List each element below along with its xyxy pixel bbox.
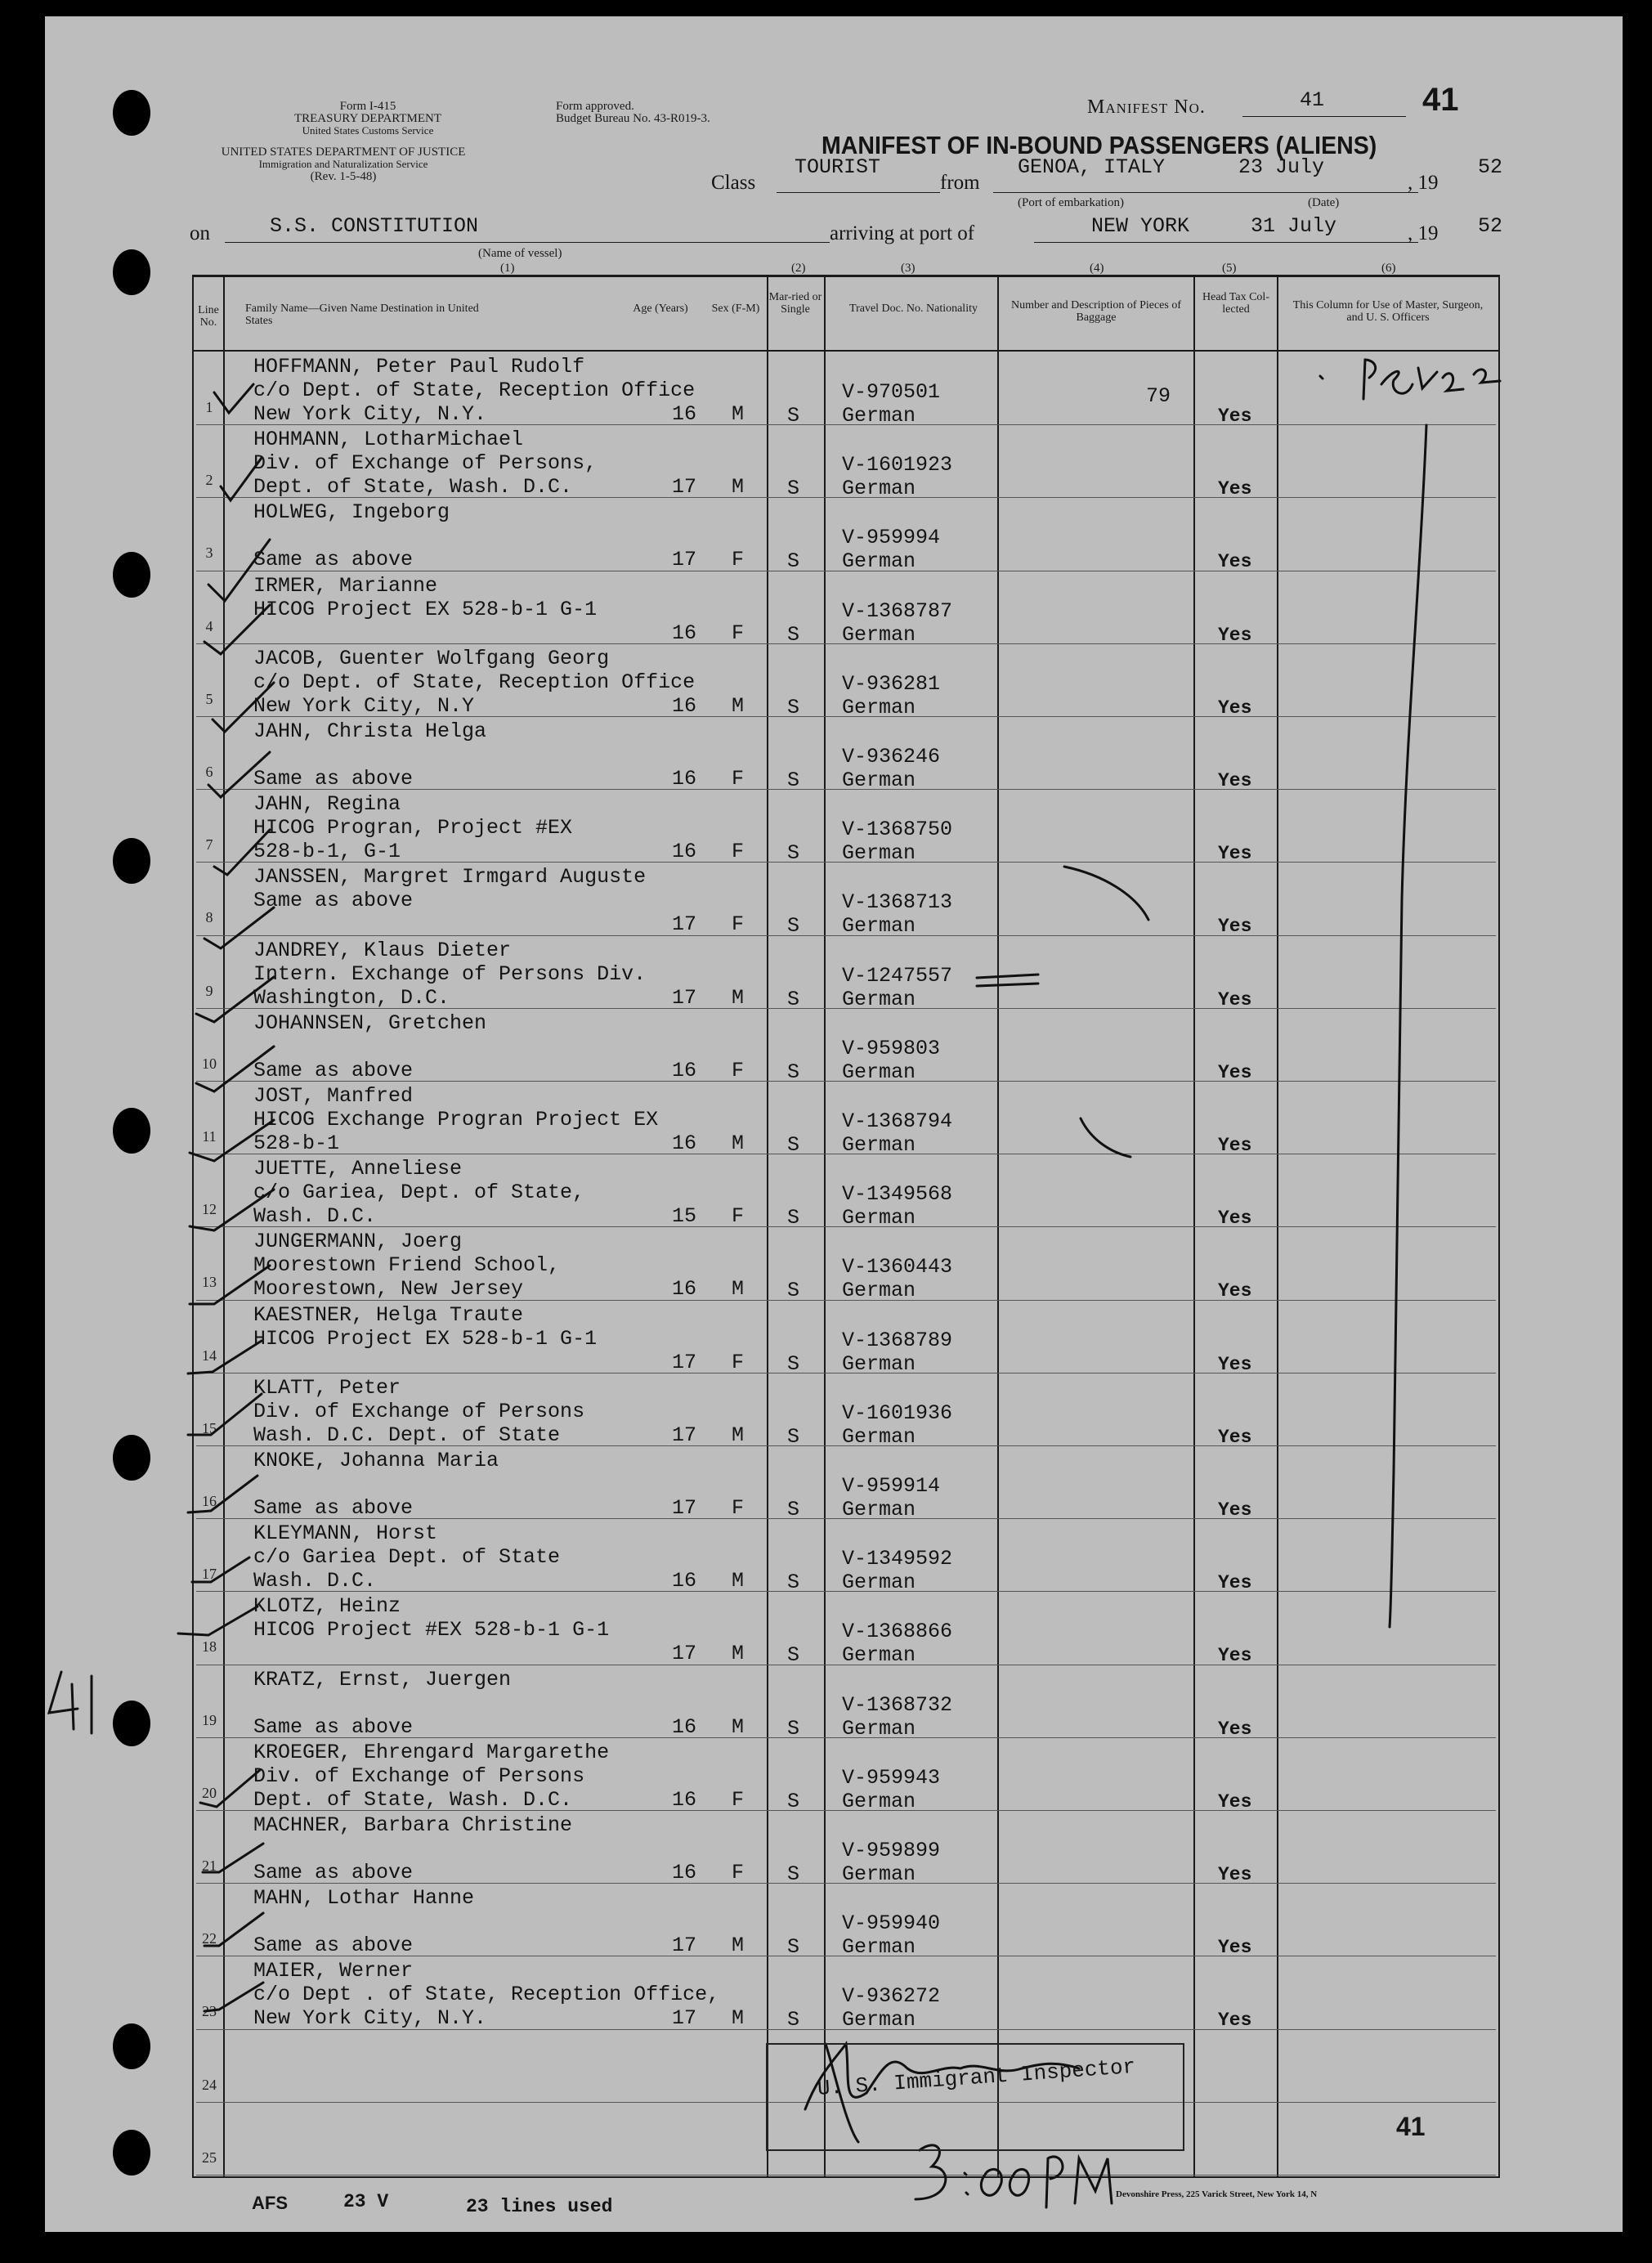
head-tax-collected: Yes (1218, 478, 1252, 500)
travel-doc-number: V-1368787 (842, 598, 953, 623)
passenger-text-line: Same as above (253, 767, 414, 791)
line-number: 15 (202, 1419, 217, 1436)
travel-doc-number: V-1368713 (842, 890, 953, 915)
passenger-text-line: c/o Dept. of State, Reception Office (253, 379, 696, 402)
marital-status: S (787, 1206, 800, 1230)
passenger-text-line: JOHANNSEN, Gretchen (253, 1011, 487, 1035)
header-travel-doc: Travel Doc. No. Nationality (849, 302, 978, 315)
passenger-text-line: Div. of Exchange of Persons (253, 1763, 585, 1788)
arrival-port: NEW YORK (1091, 214, 1190, 238)
sex-value: M (732, 1132, 745, 1155)
marital-status: S (787, 404, 800, 428)
passenger-text-line: c/o Dept . of State, Reception Office, (253, 1983, 720, 2007)
age-value: 16 (672, 1569, 697, 1593)
footer-lines-used: 23 lines used (466, 2196, 613, 2217)
sex-value: M (732, 1277, 745, 1302)
line-number: 1 (205, 399, 213, 415)
sex-value: M (732, 2006, 745, 2031)
nationality: German (842, 769, 916, 792)
passenger-text-line: Wash. D.C. (253, 1569, 377, 1593)
line-number: 18 (202, 1638, 217, 1656)
page-title: MANIFEST OF IN-BOUND PASSENGERS (ALIENS) (822, 131, 1377, 159)
sex-value: M (732, 1714, 745, 1739)
travel-doc-number: V-959940 (842, 1911, 941, 1936)
marital-status: S (787, 1571, 800, 1595)
footer-date: 23 V (343, 2191, 389, 2212)
head-tax-collected: Yes (1218, 1937, 1252, 1959)
col-num-6: (6) (1381, 262, 1396, 275)
sex-value: F (732, 1861, 745, 1884)
head-tax-collected: Yes (1218, 988, 1252, 1011)
passenger-text-line: Dept. of State, Wash. D.C. (253, 1787, 573, 1812)
travel-doc-number: V-936272 (842, 1984, 941, 2009)
passenger-text-line: HICOG Progran, Project #EX (253, 816, 573, 840)
sex-value: M (732, 985, 745, 1010)
header-head-tax: Head Tax Col-lected (1202, 291, 1269, 316)
nationality: German (842, 1351, 916, 1376)
passenger-text-line: JANDREY, Klaus Dieter (253, 938, 512, 962)
travel-doc-number: V-959899 (842, 1839, 941, 1862)
age-value: 17 (672, 548, 697, 572)
manifest-label: Manifest No. (1087, 96, 1206, 118)
nationality: German (842, 1060, 916, 1084)
inspector-stamp: U. S. Immigrant Inspector (816, 2054, 1137, 2101)
passenger-text-line: Moorestown Friend School, (253, 1253, 561, 1278)
nationality: German (842, 1279, 916, 1303)
passenger-text-line: KNOKE, Johanna Maria (253, 1449, 499, 1472)
passenger-text-line: MAHN, Lothar Hanne (253, 1886, 475, 1911)
passenger-text-line: JUNGERMANN, Joerg (253, 1230, 463, 1254)
passenger-text-line: New York City, N.Y. (253, 2006, 487, 2031)
header-officers: This Column for Use of Master, Surgeon, and U. S. Officers (1292, 299, 1484, 324)
head-tax-collected: Yes (1218, 1061, 1252, 1083)
travel-doc-number: V-1601936 (842, 1400, 953, 1425)
marital-status: S (787, 1935, 800, 1960)
treasury-dept: TREASURY DEPARTMENT (293, 112, 442, 125)
line-number: 11 (202, 1128, 217, 1145)
marital-status: S (787, 1716, 800, 1741)
on-label: on (190, 222, 210, 244)
form-number: Form I-415 (339, 100, 396, 113)
line-number: 12 (202, 1201, 217, 1218)
passenger-text-line: JAHN, Christa Helga (253, 719, 487, 743)
vessel-caption: (Name of vessel) (478, 247, 562, 260)
col-num-1: (1) (500, 262, 515, 275)
age-value: 16 (672, 621, 697, 645)
age-value: 17 (672, 1642, 697, 1666)
nationality: German (842, 1643, 916, 1668)
passenger-text-line: Same as above (253, 1934, 414, 1958)
passenger-text-line: 528-b-1 (253, 1132, 340, 1155)
passenger-text-line: JACOB, Guenter Wolfgang Georg (253, 646, 610, 670)
age-value: 17 (672, 1423, 697, 1447)
travel-doc-number: V-1368750 (842, 818, 953, 842)
header-age: Age (Years) (633, 302, 688, 315)
age-value: 17 (672, 1496, 697, 1520)
age-value: 15 (672, 1204, 697, 1229)
line-number: 16 (202, 1493, 217, 1509)
sex-value: M (732, 475, 745, 500)
passenger-text-line: KROEGER, Ehrengard Margarethe (253, 1740, 610, 1764)
line-number: 9 (205, 982, 213, 999)
passenger-text-line: JAHN, Regina (253, 792, 401, 817)
passenger-text-line: HICOG Project #EX 528-b-1 G-1 (253, 1618, 610, 1642)
age-value: 17 (672, 985, 697, 1010)
age-value: 16 (672, 840, 697, 864)
nationality: German (842, 914, 916, 939)
embarkation-port: GENOA, ITALY (1018, 155, 1166, 179)
col-num-3: (3) (901, 262, 916, 275)
marital-status: S (787, 477, 800, 501)
nationality: German (842, 841, 916, 866)
sex-value: F (732, 1350, 745, 1374)
passenger-text-line: HICOG Project EX 528-b-1 G-1 (253, 1326, 598, 1351)
budget-bureau: Budget Bureau No. 43-R019-3. (556, 112, 710, 125)
passenger-text-line: Dept. of State, Wash. D.C. (253, 475, 573, 500)
head-tax-collected: Yes (1218, 1864, 1252, 1885)
travel-doc-number: V-959943 (842, 1765, 941, 1790)
head-tax-collected: Yes (1218, 843, 1252, 865)
nationality: German (842, 1133, 916, 1157)
travel-doc-number: V-970501 (842, 380, 941, 404)
sex-value: M (732, 1934, 745, 1958)
port-caption: (Port of embarkation) (1018, 196, 1124, 209)
marital-status: S (787, 695, 800, 719)
travel-doc-number: V-959914 (842, 1474, 941, 1498)
head-tax-collected: Yes (1218, 624, 1252, 646)
from-label: from (940, 172, 980, 194)
sex-value: M (732, 1423, 745, 1447)
header-baggage: Number and Description of Pieces of Baggage (1011, 299, 1181, 324)
age-value: 17 (672, 912, 697, 937)
nationality: German (842, 549, 916, 574)
passenger-text-line: HOHMANN, LotharMichael (253, 428, 524, 452)
nationality: German (842, 695, 916, 719)
passenger-text-line: JOST, Manfred (253, 1084, 414, 1108)
passenger-text-line: HICOG Exchange Progran Project EX (253, 1108, 659, 1132)
line-number: 20 (202, 1784, 217, 1801)
age-value: 16 (672, 1058, 697, 1082)
passenger-text-line: Wash. D.C. Dept. of State (253, 1423, 561, 1447)
passenger-text-line: MAIER, Werner (253, 1959, 414, 1983)
nationality: German (842, 477, 916, 501)
line-number: 22 (202, 1930, 217, 1947)
nationality: German (842, 987, 916, 1011)
line-number: 21 (202, 1857, 217, 1874)
embarkation-date: 23 July (1238, 155, 1325, 179)
line-number: 3 (205, 544, 213, 562)
passenger-text-line: c/o Gariea, Dept. of State, (253, 1181, 585, 1205)
customs-service: United States Customs Service (302, 124, 434, 137)
marital-status: S (787, 549, 800, 574)
arrival-year-prefix: , 19 (1408, 222, 1439, 244)
head-tax-collected: Yes (1218, 1499, 1252, 1521)
marital-status: S (787, 1498, 800, 1521)
sex-value: F (732, 912, 745, 937)
age-value: 16 (672, 1714, 697, 1739)
head-tax-collected: Yes (1218, 2010, 1252, 2032)
marital-status: S (787, 1351, 800, 1376)
marital-status: S (787, 1789, 800, 1813)
nationality: German (842, 1498, 916, 1521)
head-tax-collected: Yes (1218, 1645, 1252, 1667)
age-value: 16 (672, 1861, 697, 1884)
line-number: 5 (205, 690, 213, 707)
head-tax-collected: Yes (1218, 406, 1252, 427)
nationality: German (842, 1571, 916, 1595)
passenger-text-line: c/o Gariea Dept. of State (253, 1545, 561, 1570)
sex-value: F (732, 548, 745, 572)
passenger-text-line: Same as above (253, 1861, 414, 1884)
line-number: 13 (202, 1274, 217, 1291)
travel-doc-number: V-1368794 (842, 1109, 953, 1133)
date-caption: (Date) (1308, 196, 1340, 209)
nationality: German (842, 404, 916, 428)
nationality: German (842, 622, 916, 647)
nationality: German (842, 1789, 916, 1813)
revision: (Rev. 1-5-48) (310, 170, 377, 183)
arrival-date: 31 July (1251, 214, 1337, 238)
passenger-text-line: Wash. D.C. (253, 1204, 377, 1229)
nationality: German (842, 1862, 916, 1886)
passenger-text-line: Same as above (253, 889, 414, 913)
passenger-text-line: HOFFMANN, Peter Paul Rudolf (253, 355, 585, 379)
passenger-text-line: c/o Dept. of State, Reception Office (253, 670, 696, 694)
passenger-text-line: KLEYMANN, Horst (253, 1521, 438, 1546)
head-tax-collected: Yes (1218, 770, 1252, 791)
head-tax-collected: Yes (1218, 1718, 1252, 1740)
head-tax-collected: Yes (1218, 1280, 1252, 1302)
sex-value: F (732, 1496, 745, 1520)
marital-status: S (787, 1133, 800, 1157)
passenger-text-line: JANSSEN, Margret Irmgard Auguste (253, 865, 647, 890)
passenger-text-line: 528-b-1, G-1 (253, 840, 401, 864)
travel-doc-number: V-1360443 (842, 1255, 953, 1279)
marital-status: S (787, 622, 800, 647)
header-married: Mar-ried or Single (768, 291, 822, 316)
age-value: 16 (672, 767, 697, 791)
passenger-text-line: Washington, D.C. (253, 985, 450, 1010)
travel-doc-number: V-936281 (842, 671, 941, 696)
passenger-text-line: Same as above (253, 1714, 414, 1739)
nationality: German (842, 1424, 916, 1449)
marital-status: S (787, 914, 800, 939)
line-number: 10 (202, 1055, 217, 1072)
sex-value: F (732, 767, 745, 791)
passenger-text-line: Moorestown, New Jersey (253, 1277, 524, 1302)
page-number-bottom: 41 (1396, 2112, 1426, 2141)
head-tax-collected: Yes (1218, 1426, 1252, 1448)
head-tax-collected: Yes (1218, 1353, 1252, 1375)
travel-doc-number: V-1368732 (842, 1692, 953, 1717)
sex-value: F (732, 1787, 745, 1812)
head-tax-collected: Yes (1218, 1135, 1252, 1156)
marital-status: S (787, 1060, 800, 1084)
nationality: German (842, 1716, 916, 1741)
nationality: German (842, 2008, 916, 2032)
passenger-text-line: HICOG Project EX 528-b-1 G-1 (253, 597, 598, 621)
head-tax-collected: Yes (1218, 1572, 1252, 1594)
head-tax-collected: Yes (1218, 1790, 1252, 1813)
sex-value: M (732, 402, 745, 426)
line-number: 23 (202, 2003, 217, 2020)
marital-status: S (787, 769, 800, 792)
year-prefix: , 19 (1408, 172, 1439, 194)
vessel-name: S.S. CONSTITUTION (270, 214, 479, 238)
line-number: 6 (205, 764, 213, 780)
passenger-text-line: Intern. Exchange of Persons Div. (253, 961, 647, 986)
baggage-count: 79 (1146, 384, 1171, 408)
travel-doc-number: V-959803 (842, 1036, 941, 1060)
header-line-no: Line No. (198, 304, 219, 329)
passenger-text-line: HOLWEG, Ingeborg (253, 500, 450, 525)
manifest-number-typed: 41 (1300, 88, 1325, 112)
line-number: 19 (202, 1711, 217, 1728)
class-label: Class (711, 172, 756, 194)
passenger-text-line: KLATT, Peter (253, 1375, 401, 1400)
marital-status: S (787, 987, 800, 1011)
sex-value: F (732, 840, 745, 864)
travel-doc-number: V-936246 (842, 745, 941, 769)
arrival-year: 52 (1478, 214, 1503, 238)
line-number: 8 (205, 909, 213, 926)
line-number: 25 (202, 2149, 217, 2166)
arriving-label: arriving at port of (830, 222, 975, 244)
line-number: 14 (202, 1347, 217, 1364)
passenger-text-line: KAESTNER, Helga Traute (253, 1302, 524, 1327)
passenger-text-line: MACHNER, Barbara Christine (253, 1813, 573, 1837)
col-num-4: (4) (1090, 262, 1104, 275)
marital-status: S (787, 2008, 800, 2032)
passenger-text-line: Same as above (253, 1496, 414, 1520)
passenger-text-line: JUETTE, Anneliese (253, 1157, 463, 1181)
form-approved: Form approved. (556, 100, 634, 113)
manifest-number-stamp: 41 (1422, 82, 1459, 118)
passenger-text-line: Div. of Exchange of Persons (253, 1399, 585, 1423)
age-value: 16 (672, 1787, 697, 1812)
travel-doc-number: V-959994 (842, 526, 941, 550)
travel-doc-number: V-1368866 (842, 1620, 953, 1644)
line-number: 7 (205, 836, 213, 854)
age-value: 17 (672, 475, 697, 500)
nationality: German (842, 1935, 916, 1960)
nationality: German (842, 1206, 916, 1230)
head-tax-collected: Yes (1218, 916, 1252, 938)
travel-doc-number: V-1247557 (842, 963, 953, 988)
ins-service: Immigration and Naturalization Service (258, 158, 428, 170)
class-value: TOURIST (795, 155, 881, 179)
line-number: 2 (205, 472, 213, 489)
age-value: 17 (672, 2006, 697, 2031)
travel-doc-number: V-1601923 (842, 453, 953, 477)
marital-status: S (787, 1424, 800, 1449)
printer-credit: Devonshire Press, 225 Varick Street, New York 14, N (1116, 2189, 1318, 2199)
passenger-text-line: New York City, N.Y (253, 693, 475, 718)
sex-value: M (732, 1642, 745, 1666)
sex-value: F (732, 621, 745, 645)
age-value: 16 (672, 402, 697, 426)
age-value: 16 (672, 693, 697, 718)
head-tax-collected: Yes (1218, 551, 1252, 573)
passenger-text-line: Same as above (253, 548, 414, 572)
header-name: Family Name—Given Name Destination in United States (245, 302, 479, 327)
age-value: 16 (672, 1132, 697, 1155)
justice-dept: UNITED STATES DEPARTMENT OF JUSTICE (221, 146, 466, 159)
sex-value: F (732, 1204, 745, 1229)
sex-value: F (732, 1058, 745, 1082)
sex-value: M (732, 693, 745, 718)
marital-status: S (787, 1643, 800, 1668)
col-num-2: (2) (791, 262, 806, 275)
head-tax-collected: Yes (1218, 697, 1252, 719)
passenger-text-line: KRATZ, Ernst, Juergen (253, 1667, 512, 1692)
sex-value: M (732, 1569, 745, 1593)
travel-doc-number: V-1349592 (842, 1547, 953, 1571)
footer-afs: AFS (252, 2193, 288, 2213)
passenger-text-line: New York City, N.Y. (253, 402, 487, 426)
age-value: 17 (672, 1934, 697, 1958)
travel-doc-number: V-1349568 (842, 1182, 953, 1207)
travel-doc-number: V-1368789 (842, 1328, 953, 1352)
line-number: 4 (205, 617, 213, 634)
line-number: 17 (202, 1566, 217, 1583)
passenger-text-line: Div. of Exchange of Persons, (253, 451, 598, 476)
head-tax-collected: Yes (1218, 1208, 1252, 1230)
marital-status: S (787, 1279, 800, 1303)
passenger-text-line: KLOTZ, Heinz (253, 1594, 401, 1619)
passenger-text-line: Same as above (253, 1058, 414, 1082)
age-value: 16 (672, 1277, 697, 1302)
embarkation-year: 52 (1478, 155, 1503, 179)
line-number: 24 (202, 2076, 217, 2093)
marital-status: S (787, 841, 800, 866)
marital-status: S (787, 1862, 800, 1886)
header-sex: Sex (F-M) (711, 302, 760, 315)
col-num-5: (5) (1222, 262, 1237, 275)
passenger-text-line: IRMER, Marianne (253, 573, 438, 598)
age-value: 17 (672, 1350, 697, 1374)
